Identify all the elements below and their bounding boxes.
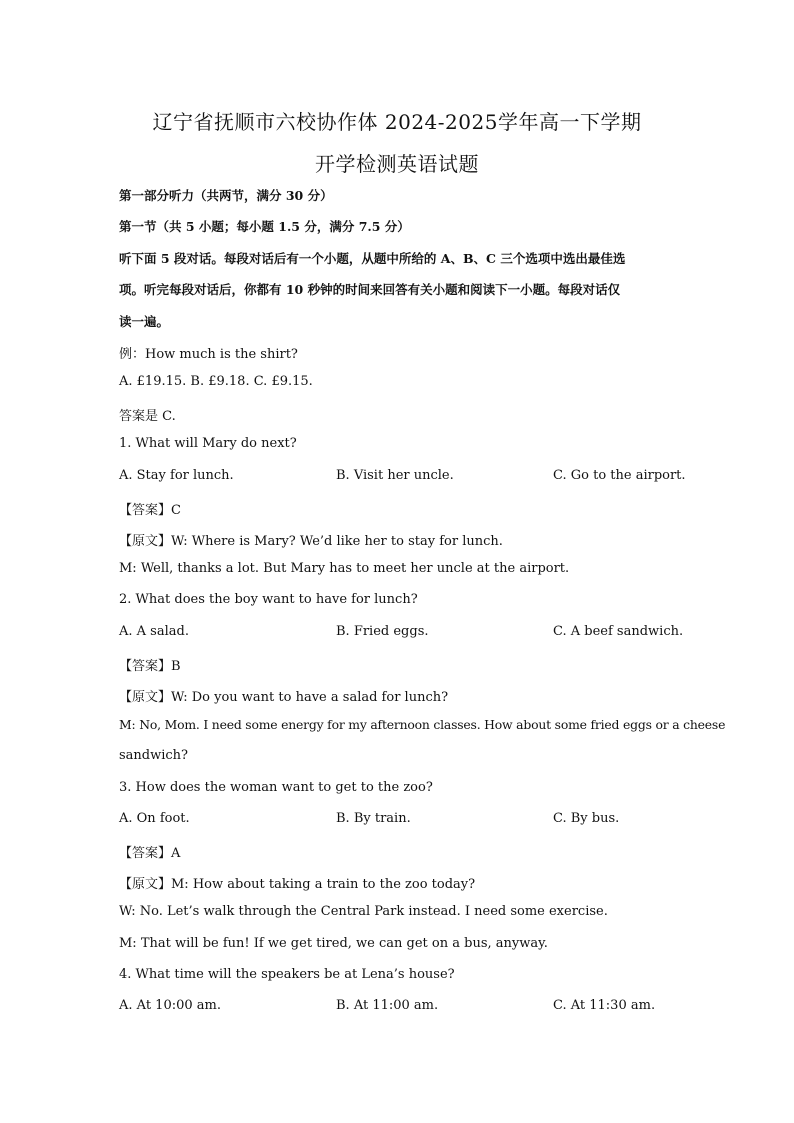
- q3-answer: 【答案】A: [119, 846, 181, 861]
- q1-option-c: C. Go to the airport.: [553, 468, 686, 483]
- q2-option-a: A. A salad.: [119, 624, 189, 639]
- q2-transcript-1: 【原文】W: Do you want to have a salad for lunch?: [119, 690, 449, 705]
- q2-option-b: B. Fried eggs.: [336, 624, 429, 639]
- q1-option-b: B. Visit her uncle.: [336, 468, 454, 483]
- q2-option-c: C. A beef sandwich.: [553, 624, 684, 639]
- example-options: A. £19.15. B. £9.18. C. £9.15.: [119, 374, 313, 389]
- question-1: 1. What will Mary do next?: [119, 436, 297, 451]
- document-title-line-1: 辽宁省抚顺市六校协作体 2024-2025学年高一下学期: [152, 110, 642, 134]
- instructions-line-1: 听下面 5 段对话。每段对话后有一个小题，从题中所给的 A、B、C 三个选项中选出最佳选: [119, 251, 626, 266]
- q2-transcript-2: M: No, Mom. I need some energy for my afternoon classes. How about some fried eggs or a cheese: [119, 717, 726, 732]
- example-answer: 答案是 C.: [119, 409, 176, 424]
- q2-transcript-3: sandwich?: [119, 748, 189, 763]
- question-3: 3. How does the woman want to get to the zoo?: [119, 780, 433, 795]
- q3-transcript-1: 【原文】M: How about taking a train to the zoo today?: [119, 877, 476, 892]
- q3-option-c: C. By bus.: [553, 811, 620, 826]
- q3-option-b: B. By train.: [336, 811, 411, 826]
- q1-transcript-1: 【原文】W: Where is Mary? We’d like her to stay for lunch.: [119, 534, 503, 549]
- q3-transcript-2: W: No. Let’s walk through the Central Park instead. I need some exercise.: [119, 904, 608, 919]
- q4-option-c: C. At 11:30 am.: [553, 998, 656, 1013]
- example-question: 例：How much is the shirt?: [119, 347, 298, 362]
- instructions-line-3: 读一遍。: [119, 314, 170, 329]
- q3-transcript-3: M: That will be fun! If we get tired, we can get on a bus, anyway.: [119, 936, 548, 951]
- q4-option-a: A. At 10:00 am.: [119, 998, 221, 1013]
- question-4: 4. What time will the speakers be at Lena’s house?: [119, 967, 455, 982]
- q4-option-b: B. At 11:00 am.: [336, 998, 439, 1013]
- q1-option-a: A. Stay for lunch.: [119, 468, 234, 483]
- subsection-heading: 第一节（共 5 小题；每小题 1.5 分，满分 7.5 分）: [119, 219, 410, 234]
- q2-answer: 【答案】B: [119, 659, 181, 674]
- q1-answer: 【答案】C: [119, 503, 181, 518]
- q3-option-a: A. On foot.: [119, 811, 190, 826]
- instructions-line-2: 项。听完每段对话后，你都有 10 秒钟的时间来回答有关小题和阅读下一小题。每段对话仅: [119, 282, 621, 297]
- part-heading: 第一部分听力（共两节，满分 30 分）: [119, 188, 333, 203]
- question-2: 2. What does the boy want to have for lunch?: [119, 592, 418, 607]
- q1-transcript-2: M: Well, thanks a lot. But Mary has to meet her uncle at the airport.: [119, 561, 570, 576]
- document-title-line-2: 开学检测英语试题: [315, 152, 479, 176]
